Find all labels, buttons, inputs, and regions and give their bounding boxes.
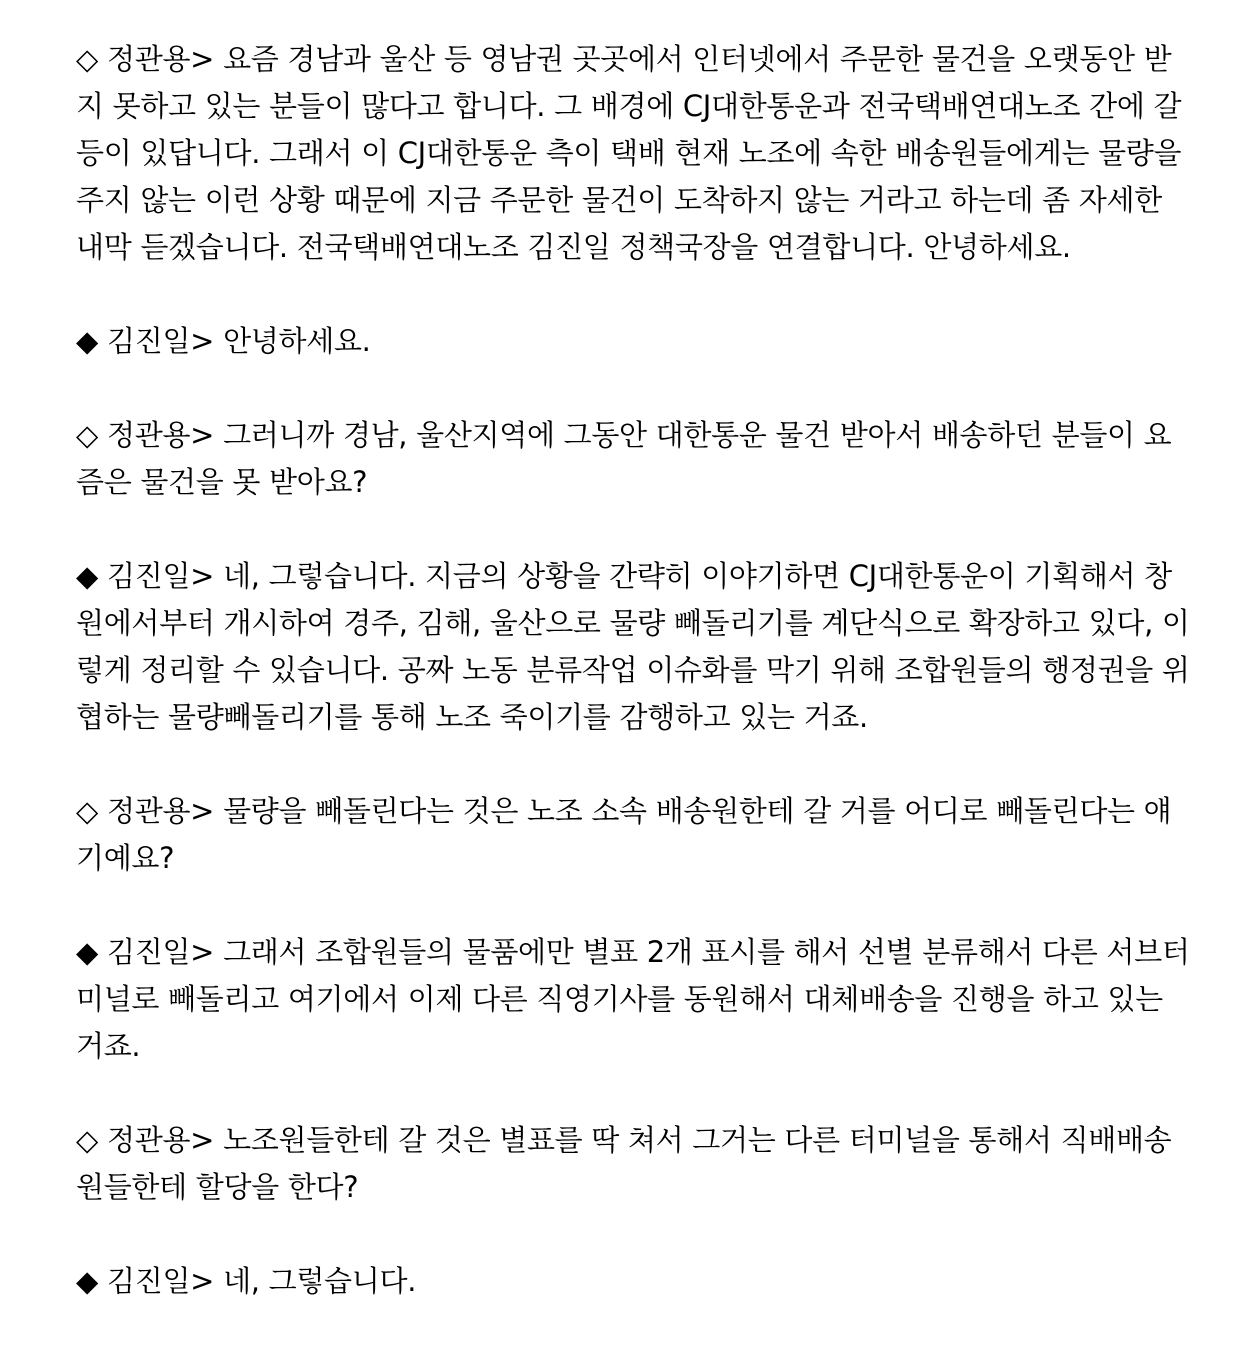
transcript-paragraph (76, 412, 1196, 506)
guest-diamond-icon: ◆ (76, 935, 99, 969)
transcript-paragraph (76, 929, 1196, 1070)
paragraph-text: 김진일> 네, 그렇습니다. (107, 1264, 417, 1298)
transcript-paragraph (76, 788, 1196, 882)
transcript-paragraph (76, 553, 1196, 741)
transcript-paragraph (76, 318, 1196, 365)
paragraph-text: 정관용> 그러니까 경남, 울산지역에 그동안 대한통운 물건 받아서 배송하던 분들이 요즘은 물건을 못 받아요? (76, 418, 1172, 499)
guest-diamond-icon: ◆ (76, 324, 99, 358)
host-diamond-icon: ◇ (76, 1123, 99, 1157)
paragraph-text: 정관용> 노조원들한테 갈 것은 별표를 딱 쳐서 그거는 다른 터미널을 통해서 직배배송원들한테 할당을 한다? (76, 1123, 1172, 1204)
paragraph-text: 정관용> 물량을 빼돌린다는 것은 노조 소속 배송원한테 갈 거를 어디로 빼돌린다는 얘기예요? (76, 794, 1172, 875)
guest-diamond-icon: ◆ (76, 1264, 99, 1298)
host-diamond-icon: ◇ (76, 42, 99, 76)
transcript-paragraph (76, 1117, 1196, 1211)
paragraph-text: 김진일> 안녕하세요. (107, 324, 371, 358)
transcript-paragraph (76, 36, 1196, 271)
host-diamond-icon: ◇ (76, 418, 99, 452)
host-diamond-icon: ◇ (76, 794, 99, 828)
paragraph-text: 정관용> 요즘 경남과 울산 등 영남권 곳곳에서 인터넷에서 주문한 물건을 오랫동안 받지 못하고 있는 분들이 많다고 합니다. 그 배경에 CJ대한통운과 전국택배연대노조 간에 갈등이 있답니다. 그래서 이 CJ대한통운 측이 택배 현재 노조에 속한 배송원들에게는 물량을 주지 않는 이런 상황 때문에 지금 주문한 물건이 도착하지 않는 거라고 하는데 좀 자세한 내막 듣겠습니다. 전국택배연대노조 김진일 정책국장을 연결합니다. 안녕하세요. (76, 42, 1182, 264)
guest-diamond-icon: ◆ (76, 559, 99, 593)
transcript-paragraph (76, 1258, 1196, 1305)
paragraph-text: 김진일> 그래서 조합원들의 물품에만 별표 2개 표시를 해서 선별 분류해서 다른 서브터미널로 빼돌리고 여기에서 이제 다른 직영기사를 동원해서 대체배송을 진행을 하고 있는 거죠. (76, 935, 1190, 1063)
paragraph-text: 김진일> 네, 그렇습니다. 지금의 상황을 간략히 이야기하면 CJ대한통운이 기획해서 창원에서부터 개시하여 경주, 김해, 울산으로 물량 빼돌리기를 계단식으로 확장하고 있다, 이렇게 정리할 수 있습니다. 공짜 노동 분류작업 이슈화를 막기 위해 조합원들의 행정권을 위협하는 물량빼돌리기를 통해 노조 죽이기를 감행하고 있는 거죠. (76, 559, 1190, 734)
